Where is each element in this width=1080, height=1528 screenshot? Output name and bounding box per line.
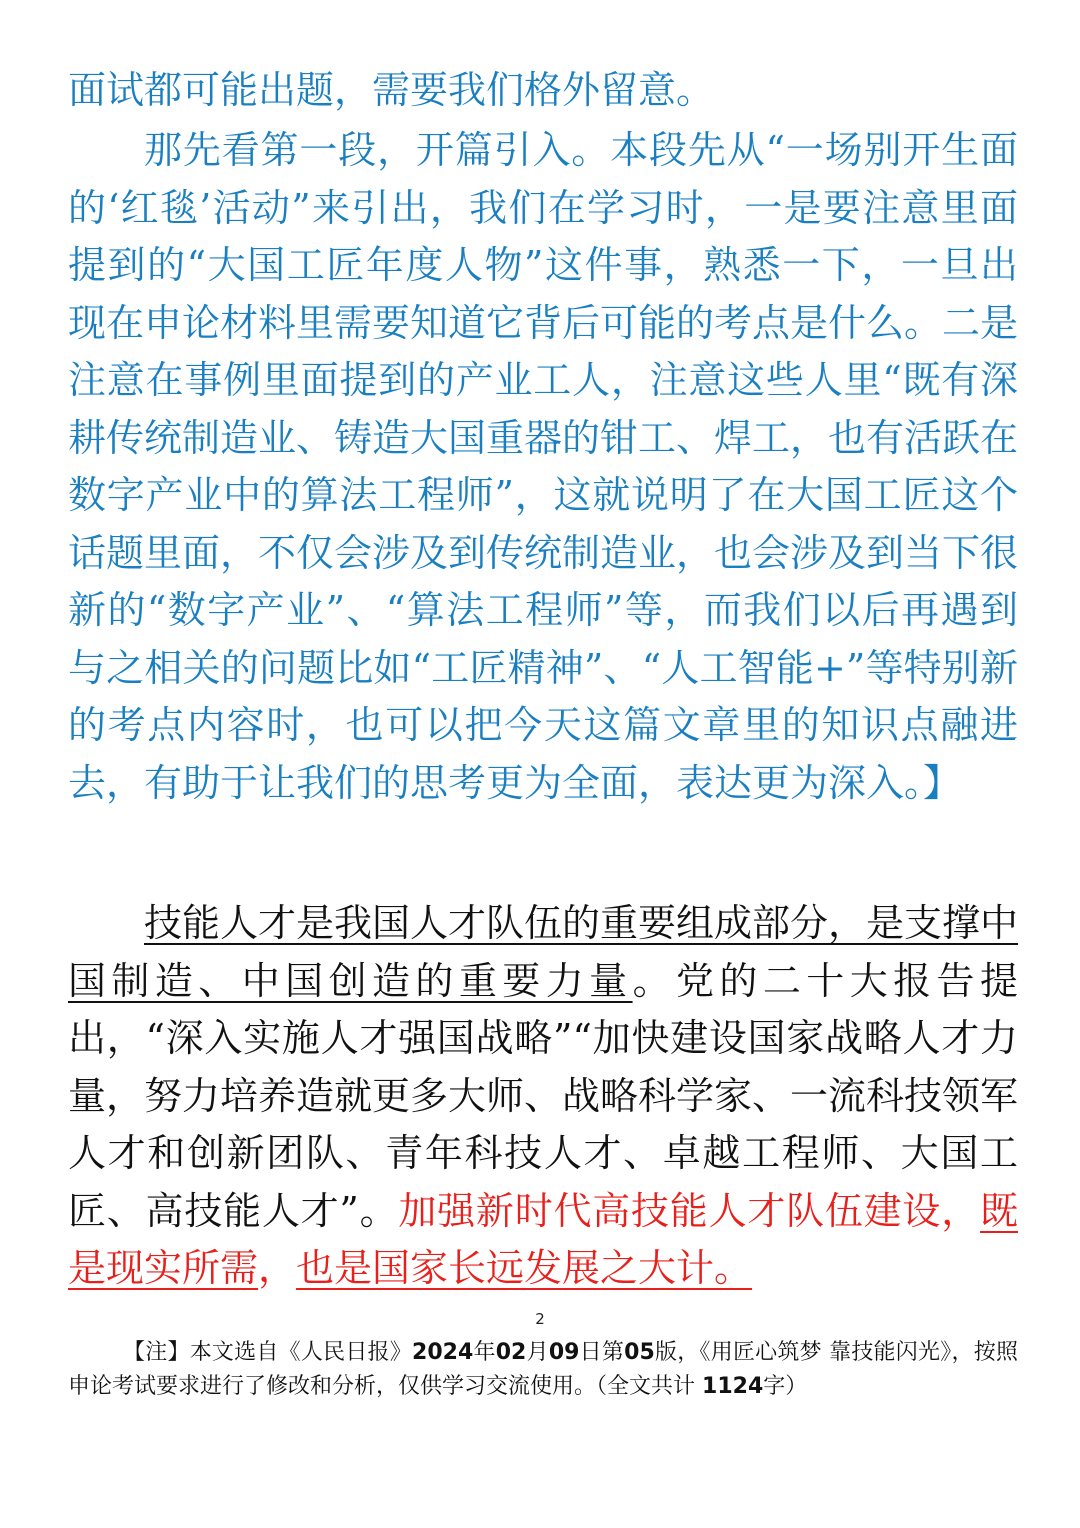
analysis-paragraph-text: 那先看第一段，开篇引入。本段先从“一场别开生面的‘红毯’活动”来引出，我们在学习时，一是要注意里面提到的“大国工匠年度人物”这件事，熟悉一下，一旦出现在申论材料里需要知道它背后可能的考点是什么。二是注意在事例里面提到的产业工人，注意这些人里“既有深耕传统制造业、铸造大国重器的钳工、焊工，也有活跃在数字产业中的算法工程师”，这就说明了在大国工匠这个话题里面，不仅会涉及到传统制造业，也会涉及到当下很新的“数字产业”、“算法工程师”等，而我们以后再遇到与之相关的问题比如“工匠精神”、“人工智能+”等特别新的考点内容时，也可以把今天这篇文章里的知识点融进去，有助于让我们的思考更为全面，表达更为深入。】 (68, 128, 1019, 805)
note-text-end: 字） (763, 1374, 808, 1399)
note-month-char: 月 (526, 1340, 549, 1365)
article-paragraph-middle: 。党的二十大报告提出，“深入实施人才强国战略”“加快建设国家战略人才力量，努力培养造就更多大师、战略科学家、一流科技领军人才和创新团队、青年科技人才、卓越工程师、大国工匠、高技能人才”。 (68, 958, 1019, 1233)
note-year: 2024 (412, 1340, 474, 1365)
note-day: 09 (548, 1340, 580, 1365)
paragraph-continuation-text: 面试都可能出题，需要我们格外留意。 (68, 68, 715, 112)
note-count: 1124 (702, 1374, 764, 1399)
article-paragraph (68, 895, 1018, 1298)
red-underlined-phrase-1: 既是现实所需 (68, 1188, 1018, 1290)
red-underlined-phrase-2: 也是国家长远发展之大计。 (296, 1246, 753, 1290)
red-emphasis-lead: 加强新时代高技能人才队伍建设， (398, 1188, 980, 1233)
note-text-before: 本文选自《人民日报》 (189, 1340, 413, 1365)
page-number: 2 (535, 1310, 545, 1328)
note-year-char: 年 (473, 1340, 496, 1365)
note-day-char: 日第 (579, 1340, 625, 1365)
note-text-after: 版，《用匠心筑梦 靠技能闪光》，按照申论考试要求进行了修改和分析，仅供学习交流使用。（全文共计 (68, 1340, 1018, 1399)
note-label: 【注】 (123, 1340, 190, 1365)
underlined-key-sentence: 技能人才是我国人才队伍的重要组成部分，是支撑中国制造、中国创造的重要力量 (68, 901, 1019, 1003)
red-comma: ， (258, 1246, 297, 1290)
source-note (68, 1336, 1018, 1404)
analysis-paragraph (68, 122, 1018, 812)
note-month: 02 (495, 1340, 527, 1365)
paragraph-continuation (68, 62, 1018, 120)
note-edition: 05 (624, 1340, 655, 1365)
